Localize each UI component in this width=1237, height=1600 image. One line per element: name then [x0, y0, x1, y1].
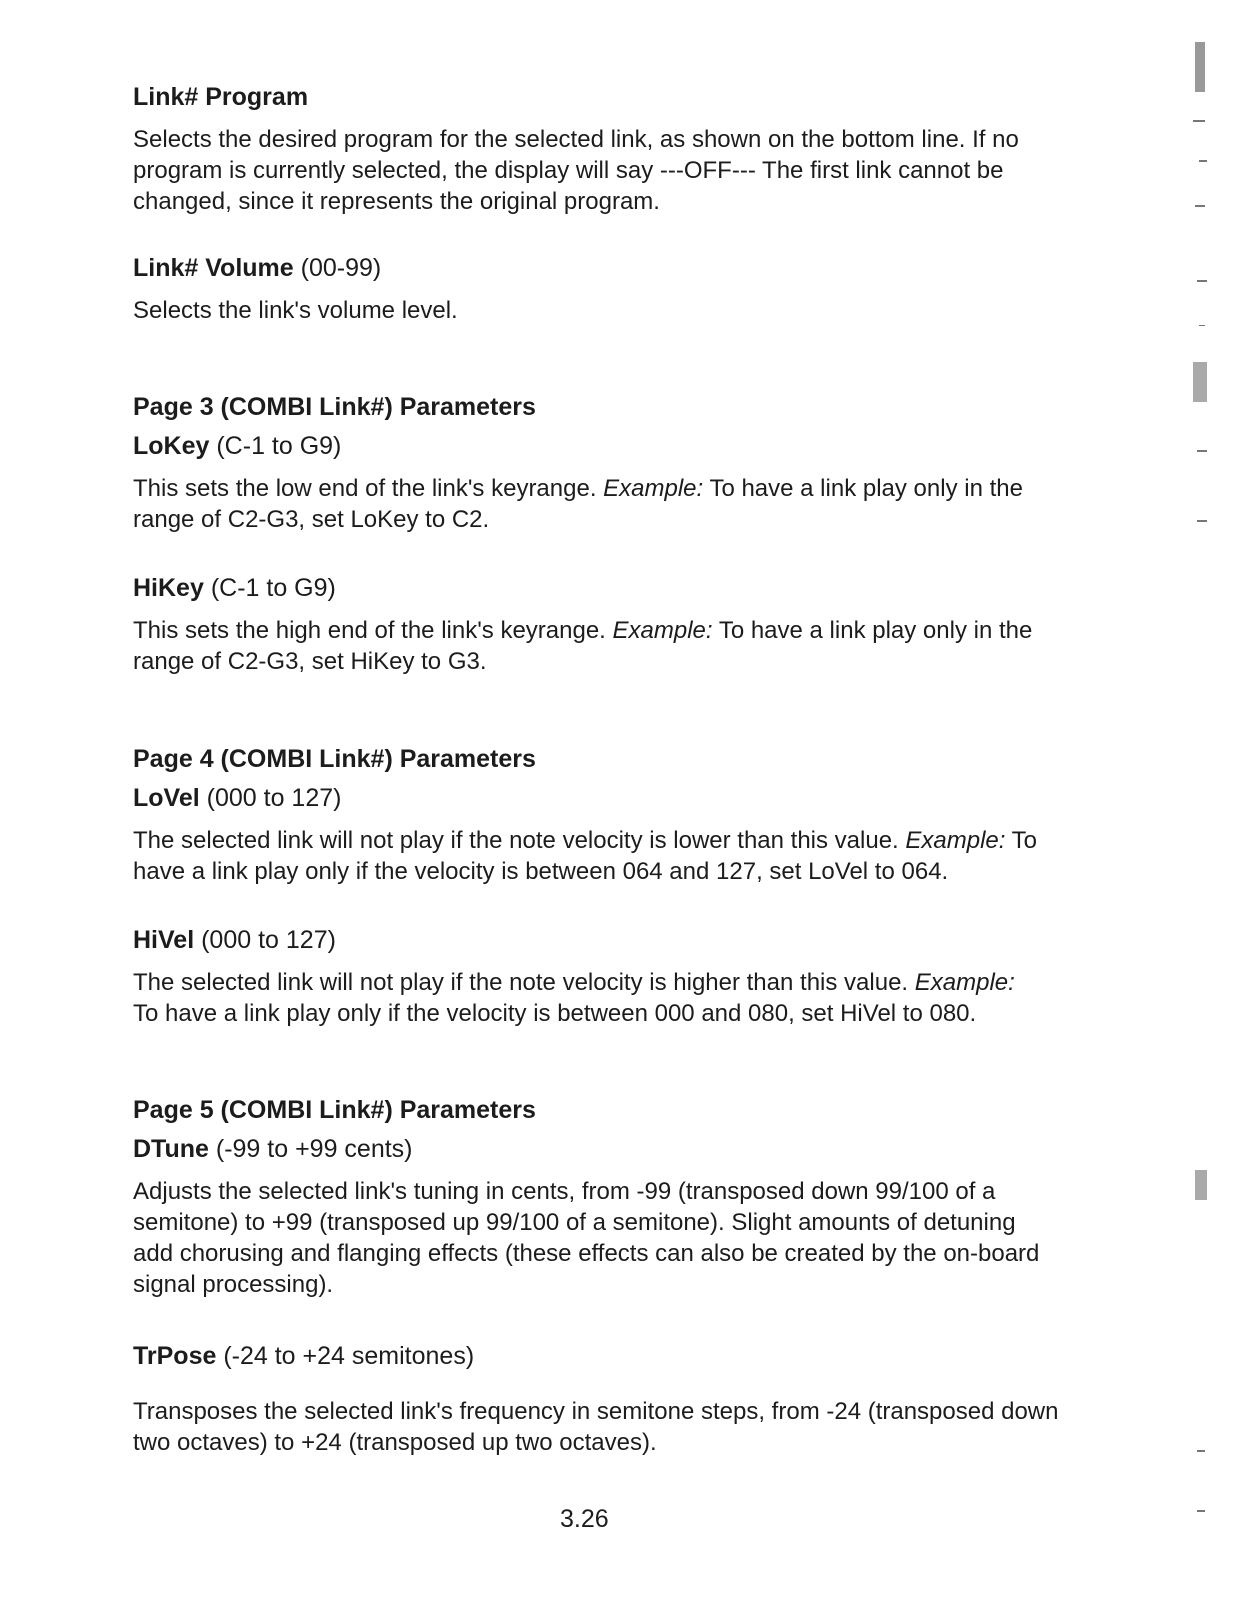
- section-page5: [133, 1095, 1073, 1300]
- section-page4-hivel: [133, 925, 1073, 1029]
- section-heading: Page 5 (COMBI Link#) Parameters: [133, 1096, 536, 1124]
- page-number: 3.26: [560, 1505, 609, 1533]
- param-description: Adjusts the selected link's tuning in cents, from -99 (transposed down 99/100 of a semitone) to +99 (transposed up 99/100 of a semitone). Slight amounts of detuning add chorusing and flanging effects (these effects can also be created by the on-board signal processing).: [133, 1178, 1040, 1298]
- section-page3-hikey: [133, 573, 1073, 677]
- param-title: Link# Program: [133, 83, 309, 111]
- param-description: The selected link will not play if the note velocity is lower than this value. Example: To have a link play only if the velocity is between 064 and 127, set LoVel to 064.: [133, 827, 1038, 885]
- section-page3: [133, 392, 1073, 535]
- section-heading: Page 4 (COMBI Link#) Parameters: [133, 745, 536, 773]
- section-heading: Page 3 (COMBI Link#) Parameters: [133, 393, 536, 421]
- param-title: LoKey (C-1 to G9): [133, 432, 342, 460]
- section-page5-trpose: [133, 1341, 1073, 1458]
- param-description: The selected link will not play if the note velocity is higher than this value. Example: To have a link play only if the velocity is between 000 and 080, set HiVel to 080.: [133, 969, 1015, 1027]
- section-link-volume: [133, 253, 1073, 326]
- param-description: Selects the link's volume level.: [133, 297, 458, 324]
- param-title: Link# Volume (00-99): [133, 254, 382, 282]
- param-title: DTune (-99 to +99 cents): [133, 1135, 413, 1163]
- section-link-program: [133, 82, 1073, 217]
- param-description: This sets the low end of the link's keyrange. Example: To have a link play only in the range of C2-G3, set LoKey to C2.: [133, 475, 1023, 533]
- section-page4: [133, 744, 1073, 887]
- param-title: LoVel (000 to 127): [133, 784, 342, 812]
- param-title: HiKey (C-1 to G9): [133, 574, 336, 602]
- scan-margin-artifacts: [1177, 30, 1217, 1550]
- param-title: TrPose (-24 to +24 semitones): [133, 1342, 475, 1370]
- param-description: Transposes the selected link's frequency in semitone steps, from -24 (transposed down two octaves) to +24 (transposed up two octaves).: [133, 1398, 1059, 1456]
- param-description: This sets the high end of the link's keyrange. Example: To have a link play only in the range of C2-G3, set HiKey to G3.: [133, 617, 1033, 675]
- param-description: Selects the desired program for the selected link, as shown on the bottom line. If no program is currently selected, the display will say ---OFF--- The first link cannot be changed, since it represents the original program.: [133, 126, 1019, 215]
- param-title: HiVel (000 to 127): [133, 926, 336, 954]
